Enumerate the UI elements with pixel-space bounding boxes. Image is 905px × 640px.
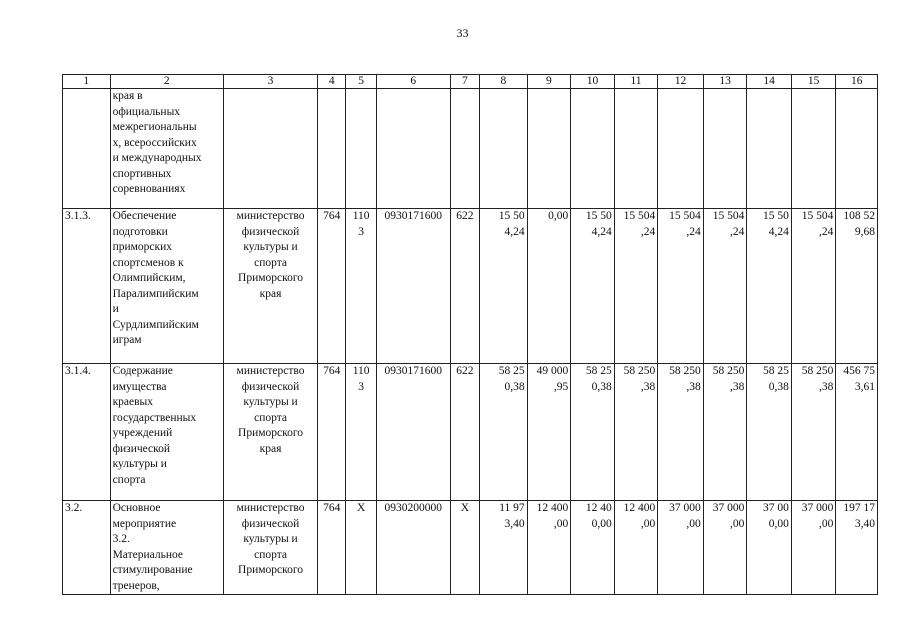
column-header: 8 [480,75,528,89]
row-number-cell: 3.1.4. [63,364,111,501]
section-code-cell: 110 3 [346,209,376,364]
column-header: 11 [614,75,658,89]
grbs-code-cell: 764 [318,501,346,595]
amount-cell [571,89,615,209]
column-header: 12 [658,75,704,89]
section-code-cell: 110 3 [346,364,376,501]
amount-cell: 58 250 ,38 [614,364,658,501]
table-row [63,89,878,209]
total-amount-cell [836,89,878,209]
amount-cell [791,89,836,209]
amount-cell [658,89,704,209]
expense-type-cell: 622 [450,209,479,364]
responsible-executor-cell [223,89,317,209]
section-code-cell: X [346,501,376,595]
column-header: 16 [836,75,878,89]
section-code-cell [346,89,376,209]
target-article-cell [376,89,450,209]
amount-cell: 37 000 ,00 [703,501,747,595]
amount-cell: 58 25 0,38 [571,364,615,501]
amount-cell: 37 00 0,00 [747,501,792,595]
responsible-executor-cell: министерство физической культуры и спорта Приморского края [223,364,317,501]
amount-cell: 11 97 3,40 [480,501,528,595]
amount-cell: 37 000 ,00 [791,501,836,595]
amount-cell: 15 504 ,24 [703,209,747,364]
amount-cell: 15 504 ,24 [614,209,658,364]
amount-cell: 15 50 4,24 [747,209,792,364]
activity-name-cell: Обеспечение подготовки приморских спортсменов к Олимпийским, Паралимпийским и Сурдлимпийским играм [110,209,223,364]
responsible-executor-cell: министерство физической культуры и спорта Приморского края [223,209,317,364]
table-row [63,364,878,501]
amount-cell: 12 400 ,00 [614,501,658,595]
column-header: 4 [318,75,346,89]
total-amount-cell: 197 17 3,40 [836,501,878,595]
amount-cell: 12 40 0,00 [571,501,615,595]
grbs-code-cell: 764 [318,364,346,501]
column-header: 7 [450,75,479,89]
column-header: 13 [703,75,747,89]
expense-type-cell [450,89,479,209]
activity-name-cell: Содержание имущества краевых государственных учреждений физической культуры и спорта [110,364,223,501]
total-amount-cell: 456 75 3,61 [836,364,878,501]
amount-cell: 58 25 0,38 [747,364,792,501]
amount-cell: 37 000 ,00 [658,501,704,595]
table-row [63,209,878,364]
amount-cell: 15 504 ,24 [791,209,836,364]
header-row [63,75,878,89]
column-header: 14 [747,75,792,89]
column-header: 15 [791,75,836,89]
total-amount-cell: 108 52 9,68 [836,209,878,364]
amount-cell: 58 250 ,38 [703,364,747,501]
target-article-cell: 0930171600 [376,364,450,501]
target-article-cell: 0930171600 [376,209,450,364]
amount-cell: 15 50 4,24 [480,209,528,364]
amount-cell [747,89,792,209]
column-header: 2 [110,75,223,89]
responsible-executor-cell: министерство физической культуры и спорта Приморского [223,501,317,595]
amount-cell [480,89,528,209]
amount-cell [527,89,571,209]
column-header: 9 [527,75,571,89]
activity-name-cell: Основное мероприятие 3.2. Материальное стимулирование тренеров, [110,501,223,595]
row-number-cell [63,89,111,209]
amount-cell: 58 250 ,38 [791,364,836,501]
target-article-cell: 0930200000 [376,501,450,595]
amount-cell: 15 504 ,24 [658,209,704,364]
row-number-cell: 3.2. [63,501,111,595]
column-header: 1 [63,75,111,89]
expense-type-cell: 622 [450,364,479,501]
grbs-code-cell [318,89,346,209]
activity-name-cell: края в официальных межрегиональны х, всероссийских и международных спортивных соревнованиях [110,89,223,209]
table-row [63,501,878,595]
column-header: 5 [346,75,376,89]
grbs-code-cell: 764 [318,209,346,364]
amount-cell [614,89,658,209]
amount-cell: 49 000 ,95 [527,364,571,501]
row-number-cell: 3.1.3. [63,209,111,364]
amount-cell: 0,00 [527,209,571,364]
amount-cell: 15 50 4,24 [571,209,615,364]
expense-type-cell: X [450,501,479,595]
amount-cell: 12 400 ,00 [527,501,571,595]
amount-cell: 58 250 ,38 [658,364,704,501]
column-header: 10 [571,75,615,89]
column-header: 6 [376,75,450,89]
column-header: 3 [223,75,317,89]
amount-cell [703,89,747,209]
page-number: 33 [456,26,469,40]
budget-table [62,74,878,595]
amount-cell: 58 25 0,38 [480,364,528,501]
